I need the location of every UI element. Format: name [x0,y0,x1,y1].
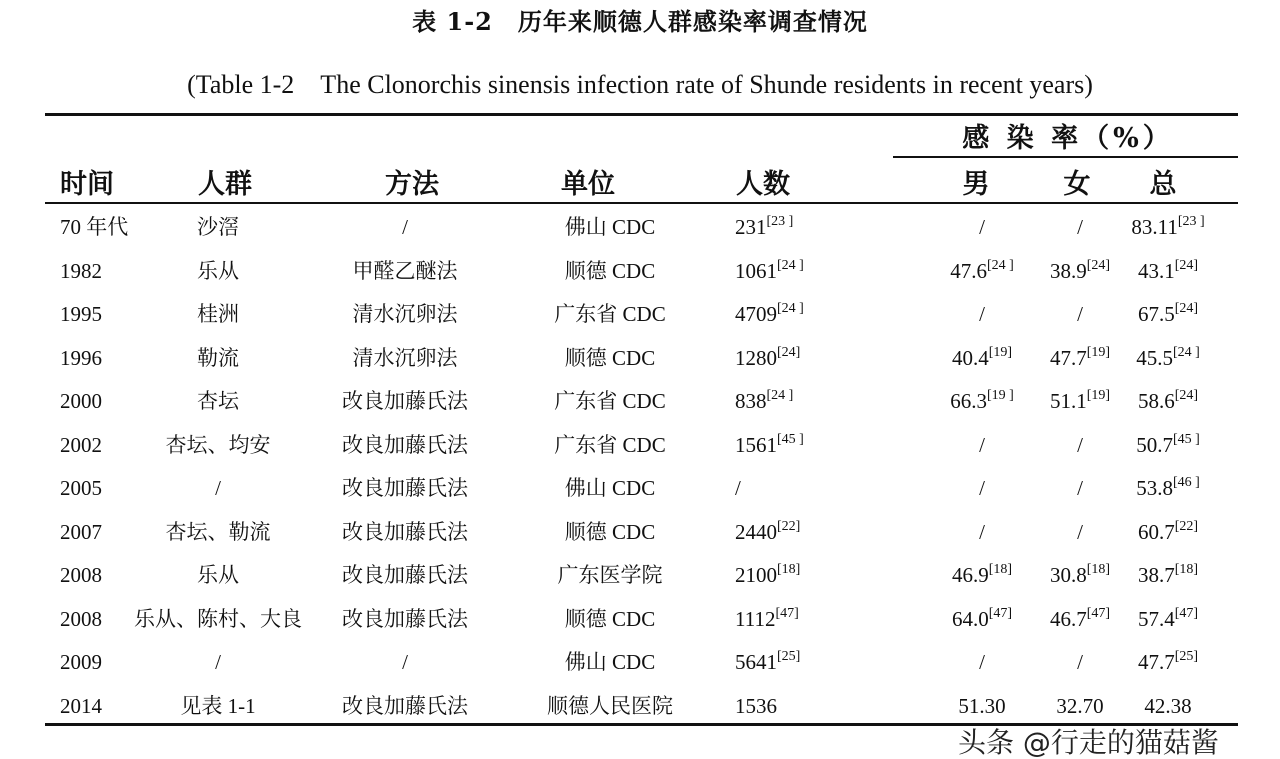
cell-count [735,468,741,508]
cell-female [1056,686,1103,726]
cell-group: 见表 1-1 [180,693,256,718]
citation-ref: [19] [988,344,1013,360]
table-row [0,381,1280,421]
citation-ref: [25] [1174,649,1199,664]
cell-value: 42.38 [1144,693,1192,718]
cell-value: 838 [735,389,767,413]
cell-unit: 顺德人民医院 [547,693,673,718]
table-row [0,642,1280,682]
cell-total [1138,599,1198,639]
cell-unit: 佛山 CDC [564,215,656,239]
cell-value: 38.7 [1137,563,1175,587]
cell-value: 64.0 [951,606,989,631]
citation-ref: [45 ] [1172,431,1200,447]
citation-ref: [23 ] [766,214,794,229]
header-count: 人数 [736,169,790,200]
cell-value: 50.7 [1136,432,1173,457]
cell-value: 83.11 [1131,215,1178,239]
cell-count [735,599,799,639]
table-row [0,512,1280,552]
citation-ref: [47] [1174,605,1199,621]
cell-total [1131,207,1204,247]
cell-method: 甲醛乙醚法 [352,258,458,283]
header-rate-group: 感 染 率（%） [962,123,1174,154]
cell-value: 51.30 [958,693,1006,718]
cell-unit: 广东省 CDC [554,302,666,326]
cell-time: 1996 [60,345,102,370]
cell-value: 32.70 [1056,693,1104,718]
cell-time: 2008 [60,606,102,631]
table-row [0,251,1280,291]
cell-value: 67.5 [1137,302,1175,326]
cell-value: 57.4 [1137,606,1175,631]
citation-ref: [24 ] [766,388,794,403]
cell-total [1138,512,1198,552]
cell-time: 2014 [60,693,102,718]
cell-value: 4709 [735,302,777,326]
cell-count [735,642,800,682]
cell-female [1050,599,1110,639]
cell-time: 2005 [60,476,102,500]
cell-count [735,207,793,247]
cell-count [735,686,777,726]
cell-method: / [402,650,408,674]
cell-value: / [979,476,985,500]
cell-value: 231 [735,215,767,239]
cell-male [952,555,1012,595]
citation-ref: [47] [988,605,1013,621]
cell-male [950,381,1014,421]
cell-male [979,207,985,247]
header-time: 时间 [60,169,114,200]
cell-group: 勒流 [197,345,239,370]
cell-unit: 广东省 CDC [554,389,666,413]
cell-method: 改良加藤氏法 [342,693,468,718]
table-row [0,555,1280,595]
cell-group: 桂洲 [197,302,239,326]
cell-time: 1982 [60,258,102,283]
cell-unit: 佛山 CDC [564,650,656,674]
cell-female [1050,555,1110,595]
table-row [0,686,1280,726]
cell-count [735,294,804,334]
cell-value: 1112 [735,606,776,631]
cell-value: 58.6 [1137,389,1175,413]
header-female: 女 [1063,169,1091,200]
cell-female [1077,425,1083,465]
cell-value: 47.6 [950,258,987,283]
cell-method: 改良加藤氏法 [342,432,468,457]
cell-value: / [1077,302,1083,326]
citation-ref: [24] [1174,388,1199,403]
cell-method: 改良加藤氏法 [342,389,468,413]
cell-value: 30.8 [1049,563,1087,587]
cell-value: 60.7 [1137,519,1175,544]
table-title-english: (Table 1-2 The Clonorchis sinensis infection rate of Shunde residents in recent years) [187,70,1093,99]
cell-method: 改良加藤氏法 [342,606,468,631]
header-total: 总 [1149,169,1177,200]
cell-male [952,338,1012,378]
table-row [0,425,1280,465]
cell-female [1077,512,1083,552]
cell-value: 38.9 [1049,258,1087,283]
cell-value: 1280 [735,345,777,370]
cell-time: 2007 [60,519,102,544]
citation-ref: [24] [1086,257,1111,273]
cell-total [1136,468,1200,508]
citation-ref: [18] [777,562,801,577]
cell-female [1050,251,1110,291]
cell-value: 40.4 [951,345,989,370]
citation-ref: [24 ] [1172,344,1200,360]
cell-female [1077,642,1083,682]
cell-method: 改良加藤氏法 [342,476,468,500]
cell-count [735,425,804,465]
cell-group: / [215,650,221,674]
cell-total [1144,686,1191,726]
cell-value: / [979,432,985,457]
cell-male [979,512,985,552]
cell-time: 2000 [60,389,102,413]
cell-value: / [979,519,985,544]
cell-male [979,294,985,334]
cell-female [1077,207,1083,247]
citation-ref: [24 ] [777,301,804,316]
header-male: 男 [962,169,990,200]
cell-count [735,338,800,378]
cell-value: / [979,650,985,674]
citation-ref: [45 ] [777,431,804,447]
cell-value: / [1077,476,1083,500]
cell-male [950,251,1014,291]
cell-group: 乐从、陈村、大良 [134,606,302,631]
cell-time: 2008 [60,563,102,587]
cell-value: 1536 [735,693,777,718]
cell-group: / [215,476,221,500]
citation-ref: [46 ] [1172,475,1200,490]
cell-value: / [979,215,985,239]
cell-unit: 广东省 CDC [554,432,666,457]
cell-value: / [979,302,985,326]
cell-female [1050,338,1110,378]
cell-count [735,381,793,421]
citation-ref: [25] [777,649,801,664]
cell-group: 杏坛、勒流 [165,519,271,544]
cell-value: 47.7 [1137,650,1175,674]
cell-value: 66.3 [950,389,987,413]
cell-count [735,555,800,595]
header-unit: 单位 [561,169,615,200]
cell-unit: 佛山 CDC [564,476,656,500]
citation-ref: [24] [1174,301,1199,316]
cell-value: / [1077,519,1083,544]
cell-female [1077,468,1083,508]
cell-value: 45.5 [1136,345,1173,370]
cell-method: 改良加藤氏法 [342,519,468,544]
cell-method: 清水沉卵法 [352,345,458,370]
cell-value: 5641 [735,650,777,674]
cell-value: 46.9 [951,563,989,587]
cell-female [1077,294,1083,334]
cell-group: 杏坛、均安 [165,432,271,457]
citation-ref: [19] [1086,388,1111,403]
cell-value: / [1077,650,1083,674]
cell-method: 改良加藤氏法 [342,563,468,587]
table-row [0,468,1280,508]
cell-total [1138,251,1198,291]
cell-value: / [1077,432,1083,457]
cell-value: 47.7 [1049,345,1087,370]
cell-value: / [1077,215,1083,239]
citation-ref: [18] [1086,562,1111,577]
cell-total [1136,425,1200,465]
cell-time: 70 年代 [60,215,129,239]
cell-value: 2440 [735,519,777,544]
watermark: 头条 @行走的猫菇酱 [958,726,1219,759]
citation-ref: [19] [1086,344,1111,360]
header-group: 人群 [198,169,252,200]
cell-group: 杏坛 [197,389,239,413]
cell-count [735,512,800,552]
cell-male [979,468,985,508]
cell-unit: 顺德 CDC [564,519,656,544]
table-row [0,599,1280,639]
citation-ref: [24] [1174,257,1199,273]
cell-group: 乐从 [197,258,239,283]
citation-ref: [24 ] [986,257,1014,273]
cell-unit: 顺德 CDC [564,345,656,370]
cell-unit: 顺德 CDC [564,606,656,631]
cell-female [1050,381,1110,421]
table-row [0,338,1280,378]
citation-ref: [47] [1086,605,1111,621]
citation-ref: [18] [1174,562,1199,577]
citation-ref: [47] [775,605,799,621]
cell-value: 2100 [735,563,777,587]
cell-value: 46.7 [1049,606,1087,631]
cell-time: 2009 [60,650,102,674]
cell-unit: 顺德 CDC [564,258,656,283]
cell-time: 2002 [60,432,102,457]
cell-male [979,425,985,465]
cell-value: / [735,476,741,500]
cell-unit: 广东医学院 [557,563,663,587]
cell-total [1138,555,1198,595]
table-title-chinese: 表 1-2 历年来顺德人群感染率调查情况 [412,7,868,36]
cell-total [1136,338,1200,378]
cell-value: 51.1 [1049,389,1087,413]
citation-ref: [19 ] [986,388,1014,403]
cell-total [1138,642,1198,682]
cell-value: 53.8 [1136,476,1173,500]
cell-total [1138,381,1198,421]
table-row [0,294,1280,334]
header-method: 方法 [385,169,439,200]
cell-total [1138,294,1198,334]
cell-count [735,251,804,291]
cell-group: 乐从 [197,563,239,587]
cell-male [979,642,985,682]
cell-time: 1995 [60,302,102,326]
citation-ref: [23 ] [1177,214,1205,229]
cell-group: 沙滘 [197,215,239,239]
cell-male [958,686,1005,726]
cell-value: 43.1 [1137,258,1175,283]
citation-ref: [18] [988,562,1013,577]
citation-ref: [24 ] [777,257,804,273]
cell-value: 1061 [735,258,777,283]
cell-value: 1561 [735,432,777,457]
rate-group-rule [893,156,1238,158]
table-row [0,207,1280,247]
citation-ref: [22] [777,518,801,534]
header-rule [45,202,1238,204]
cell-male [952,599,1012,639]
citation-ref: [22] [1174,518,1199,534]
cell-method: 清水沉卵法 [352,302,458,326]
citation-ref: [24] [777,344,801,360]
cell-method: / [402,215,408,239]
